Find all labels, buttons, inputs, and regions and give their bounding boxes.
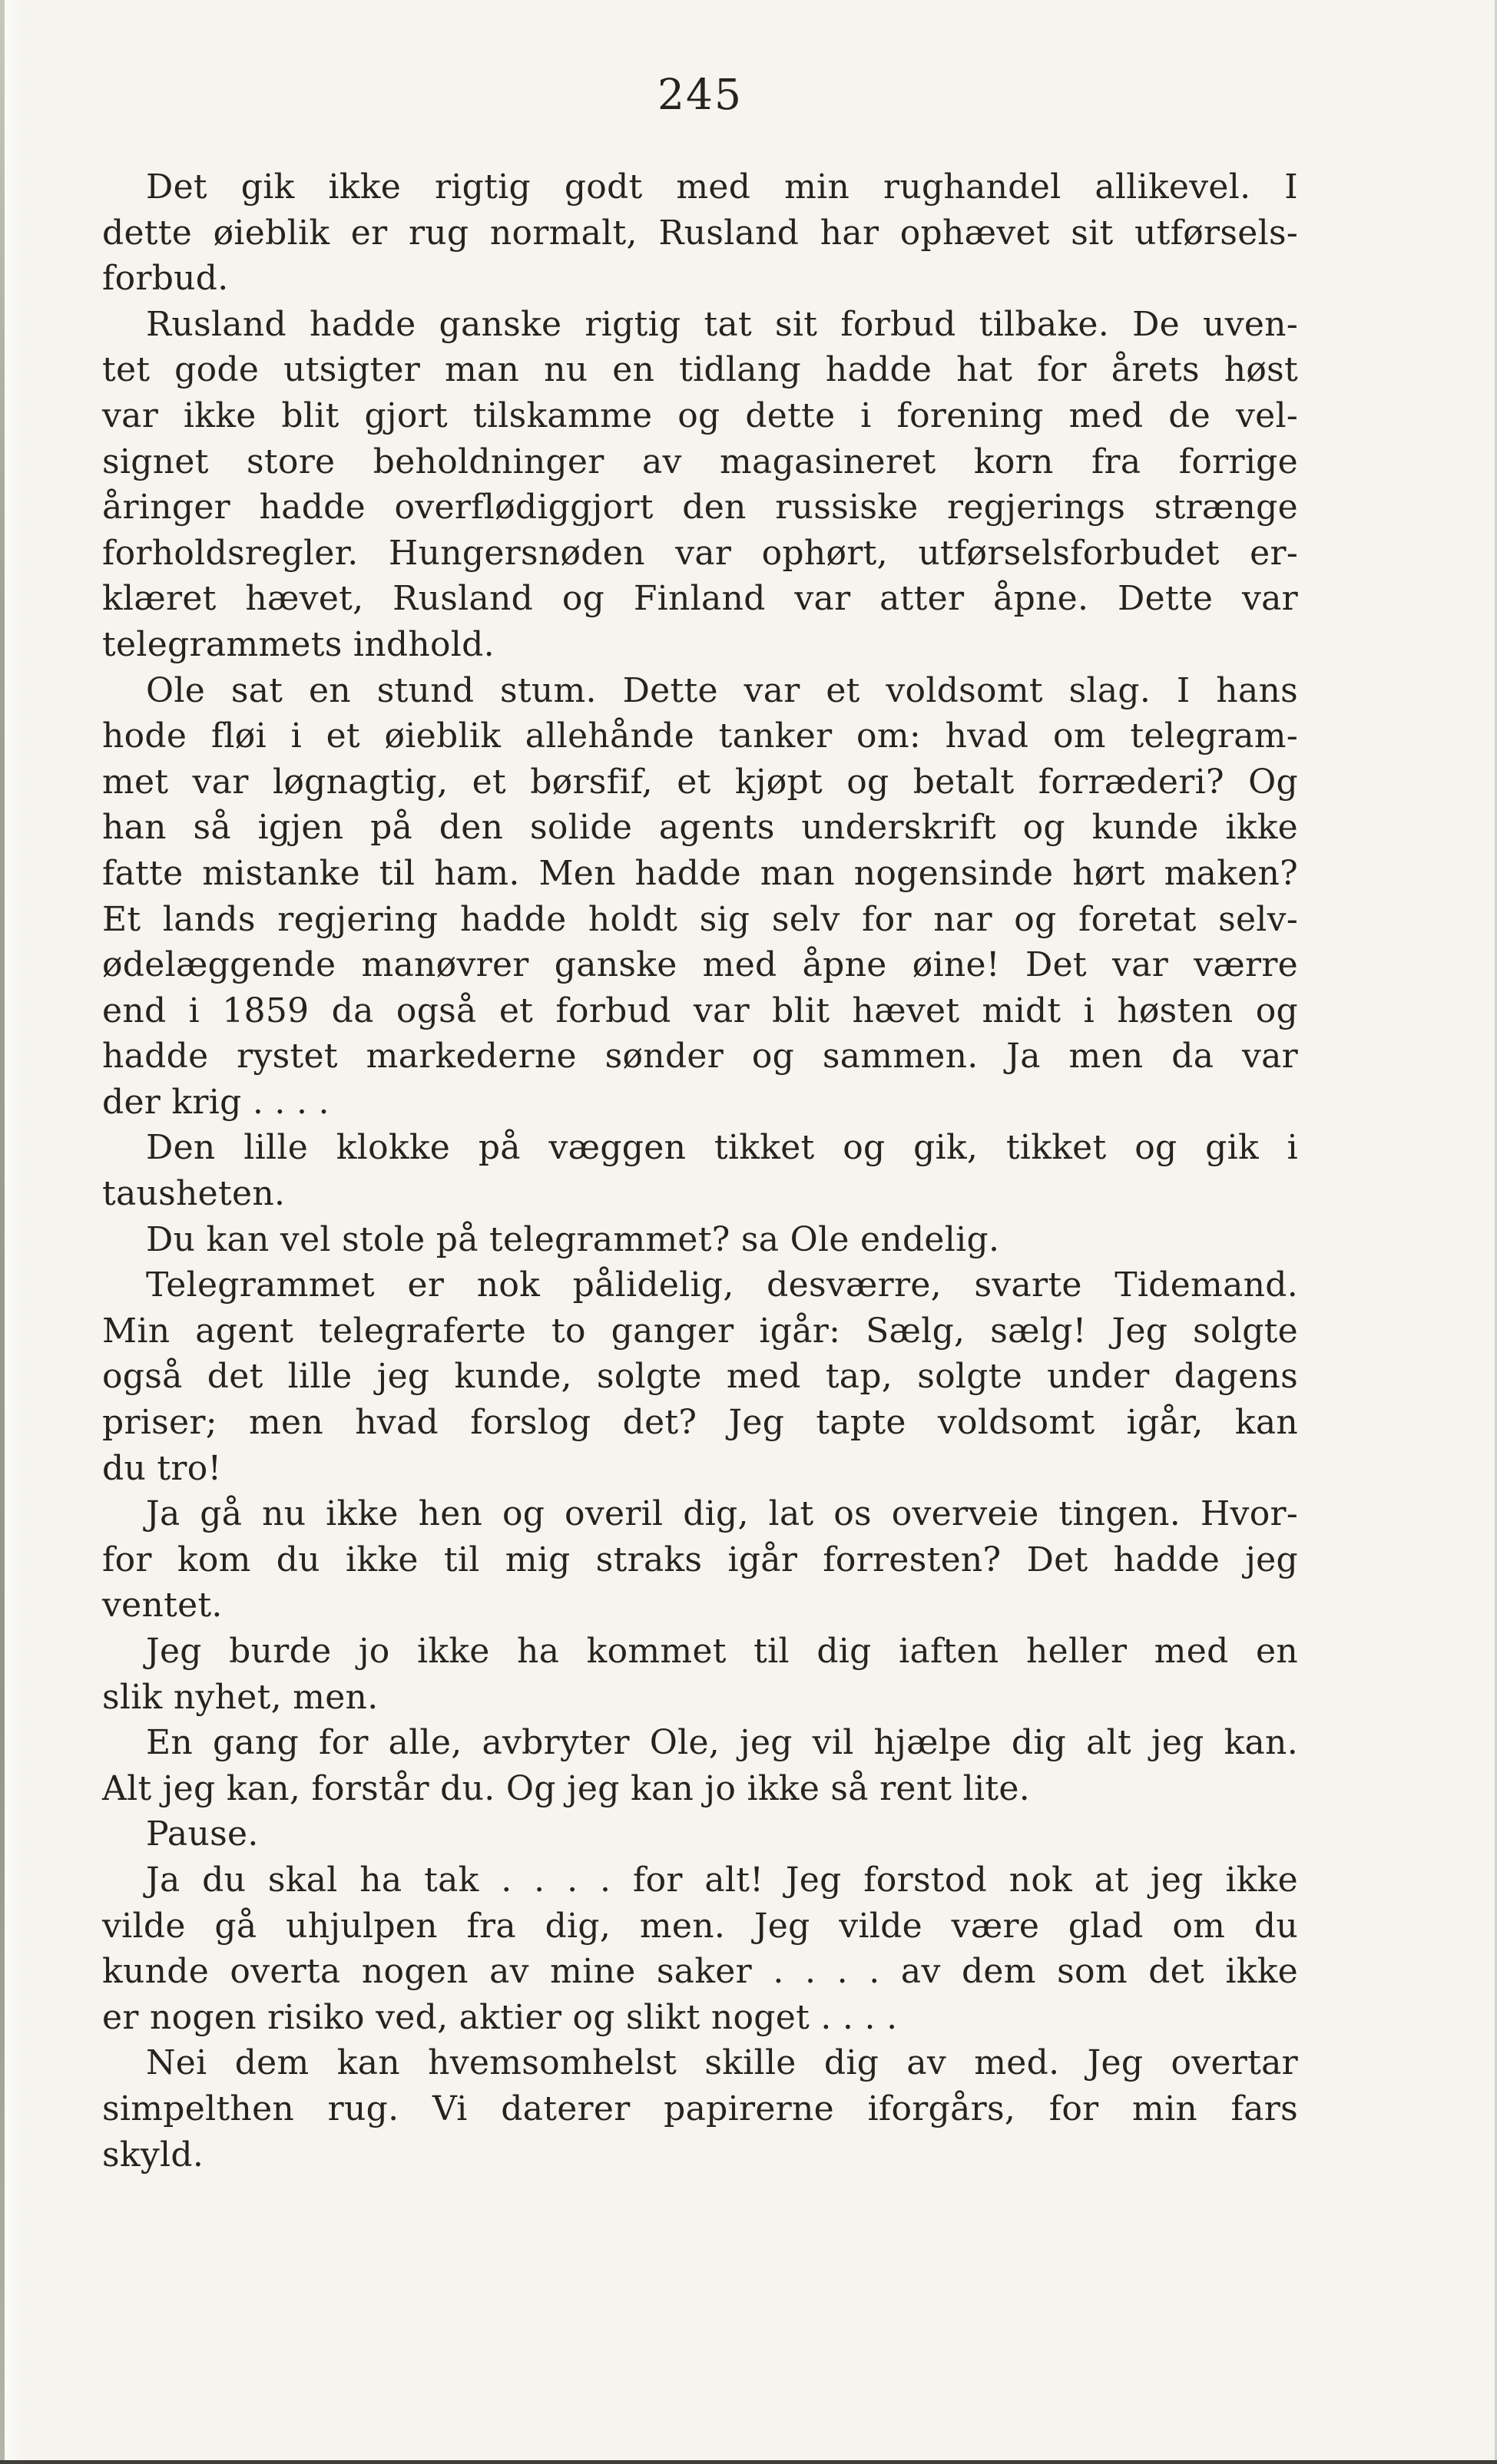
text-line: hode fløi i et øieblik allehånde tanker om: hvad om telegram- — [102, 716, 1298, 756]
text-line: Telegrammet er nok pålidelig, desværre, svarte Tidemand. — [146, 1265, 1298, 1305]
text-line: var ikke blit gjort tilskamme og dette i forening med de vel- — [102, 395, 1298, 435]
text-line: Pause. — [146, 1814, 259, 1854]
text-line: du tro! — [102, 1448, 222, 1488]
text-line: dette øieblik er rug normalt, Rusland har ophævet sit utførsels- — [102, 213, 1298, 253]
text-line: klæret hævet, Rusland og Finland var atter åpne. Dette var — [102, 579, 1298, 619]
text-line: simpelthen rug. Vi daterer papirerne iforgårs, for min fars — [102, 2089, 1298, 2128]
text-line: der krig . . . . — [102, 1082, 330, 1122]
text-line: Ole sat en stund stum. Dette var et voldsomt slag. I hans — [146, 670, 1298, 710]
text-line: Jeg burde jo ikke ha kommet til dig iaften heller med en — [146, 1632, 1298, 1671]
text-line: end i 1859 da også et forbud var blit hævet midt i høsten og — [102, 991, 1298, 1030]
text-line: vilde gå uhjulpen fra dig, men. Jeg vilde være glad om du — [102, 1906, 1298, 1946]
text-block — [102, 164, 1298, 2178]
text-line: Du kan vel stole på telegrammet? sa Ole endelig. — [146, 1219, 1000, 1259]
page-bottom-edge — [0, 2460, 1497, 2464]
text-line: fatte mistanke til ham. Men hadde man nogensinde hørt maken? — [102, 853, 1298, 893]
text-line: forholdsregler. Hungersnøden var ophørt, utførselsforbudet er- — [102, 533, 1298, 573]
text-line: han så igjen på den solide agents underskrift og kunde ikke — [102, 808, 1298, 848]
text-line: skyld. — [102, 2135, 204, 2175]
text-line: kunde overta nogen av mine saker . . . . av dem som det ikke — [102, 1952, 1298, 1992]
text-line: En gang for alle, avbryter Ole, jeg vil hjælpe dig alt jeg kan. — [146, 1723, 1298, 1763]
text-line: Min agent telegraferte to ganger igår: Sælg, sælg! Jeg solgte — [102, 1311, 1298, 1351]
text-line: Det gik ikke rigtig godt med min rughandel allikevel. I — [146, 167, 1298, 207]
page-content — [102, 70, 1298, 2178]
text-line: priser; men hvad forslog det? Jeg tapte voldsomt igår, kan — [102, 1403, 1298, 1443]
page-number: 245 — [657, 70, 743, 119]
text-line: hadde rystet markederne sønder og sammen. Ja men da var — [102, 1037, 1298, 1077]
text-line: Alt jeg kan, forstår du. Og jeg kan jo ikke så rent lite. — [102, 1768, 1030, 1808]
text-line: Et lands regjering hadde holdt sig selv for nar og foretat selv- — [102, 899, 1298, 939]
text-line: for kom du ikke til mig straks igår forresten? Det hadde jeg — [102, 1540, 1298, 1579]
text-line: ventet. — [102, 1586, 223, 1626]
page-left-edge-highlight — [5, 0, 25, 2464]
text-line: Nei dem kan hvemsomhelst skille dig av med. Jeg overtar — [146, 2043, 1298, 2083]
text-line: ødelæggende manøvrer ganske med åpne øine! Det var værre — [102, 945, 1298, 985]
text-line: signet store beholdninger av magasineret korn fra forrige — [102, 442, 1298, 481]
text-line: tausheten. — [102, 1174, 286, 1214]
text-line: Den lille klokke på væggen tikket og gik, tikket og gik i — [146, 1128, 1298, 1168]
text-line: telegrammets indhold. — [102, 624, 495, 664]
text-line: forbud. — [102, 259, 229, 299]
text-line: åringer hadde overflødiggjort den russiske regjerings strænge — [102, 488, 1298, 528]
text-line: Ja gå nu ikke hen og overil dig, lat os overveie tingen. Hvor- — [146, 1494, 1298, 1534]
text-line: tet gode utsigter man nu en tidlang hadde hat for årets høst — [102, 350, 1298, 390]
text-line: er nogen risiko ved, aktier og slikt noget . . . . — [102, 1997, 898, 2037]
text-line: Rusland hadde ganske rigtig tat sit forbud tilbake. De uven- — [146, 304, 1298, 344]
text-line: Ja du skal ha tak . . . . for alt! Jeg forstod nok at jeg ikke — [146, 1860, 1298, 1900]
text-line: også det lille jeg kunde, solgte med tap, solgte under dagens — [102, 1357, 1298, 1397]
text-line: slik nyhet, men. — [102, 1677, 379, 1717]
text-line: met var løgnagtig, et børsfif, et kjøpt og betalt forræderi? Og — [102, 762, 1298, 802]
